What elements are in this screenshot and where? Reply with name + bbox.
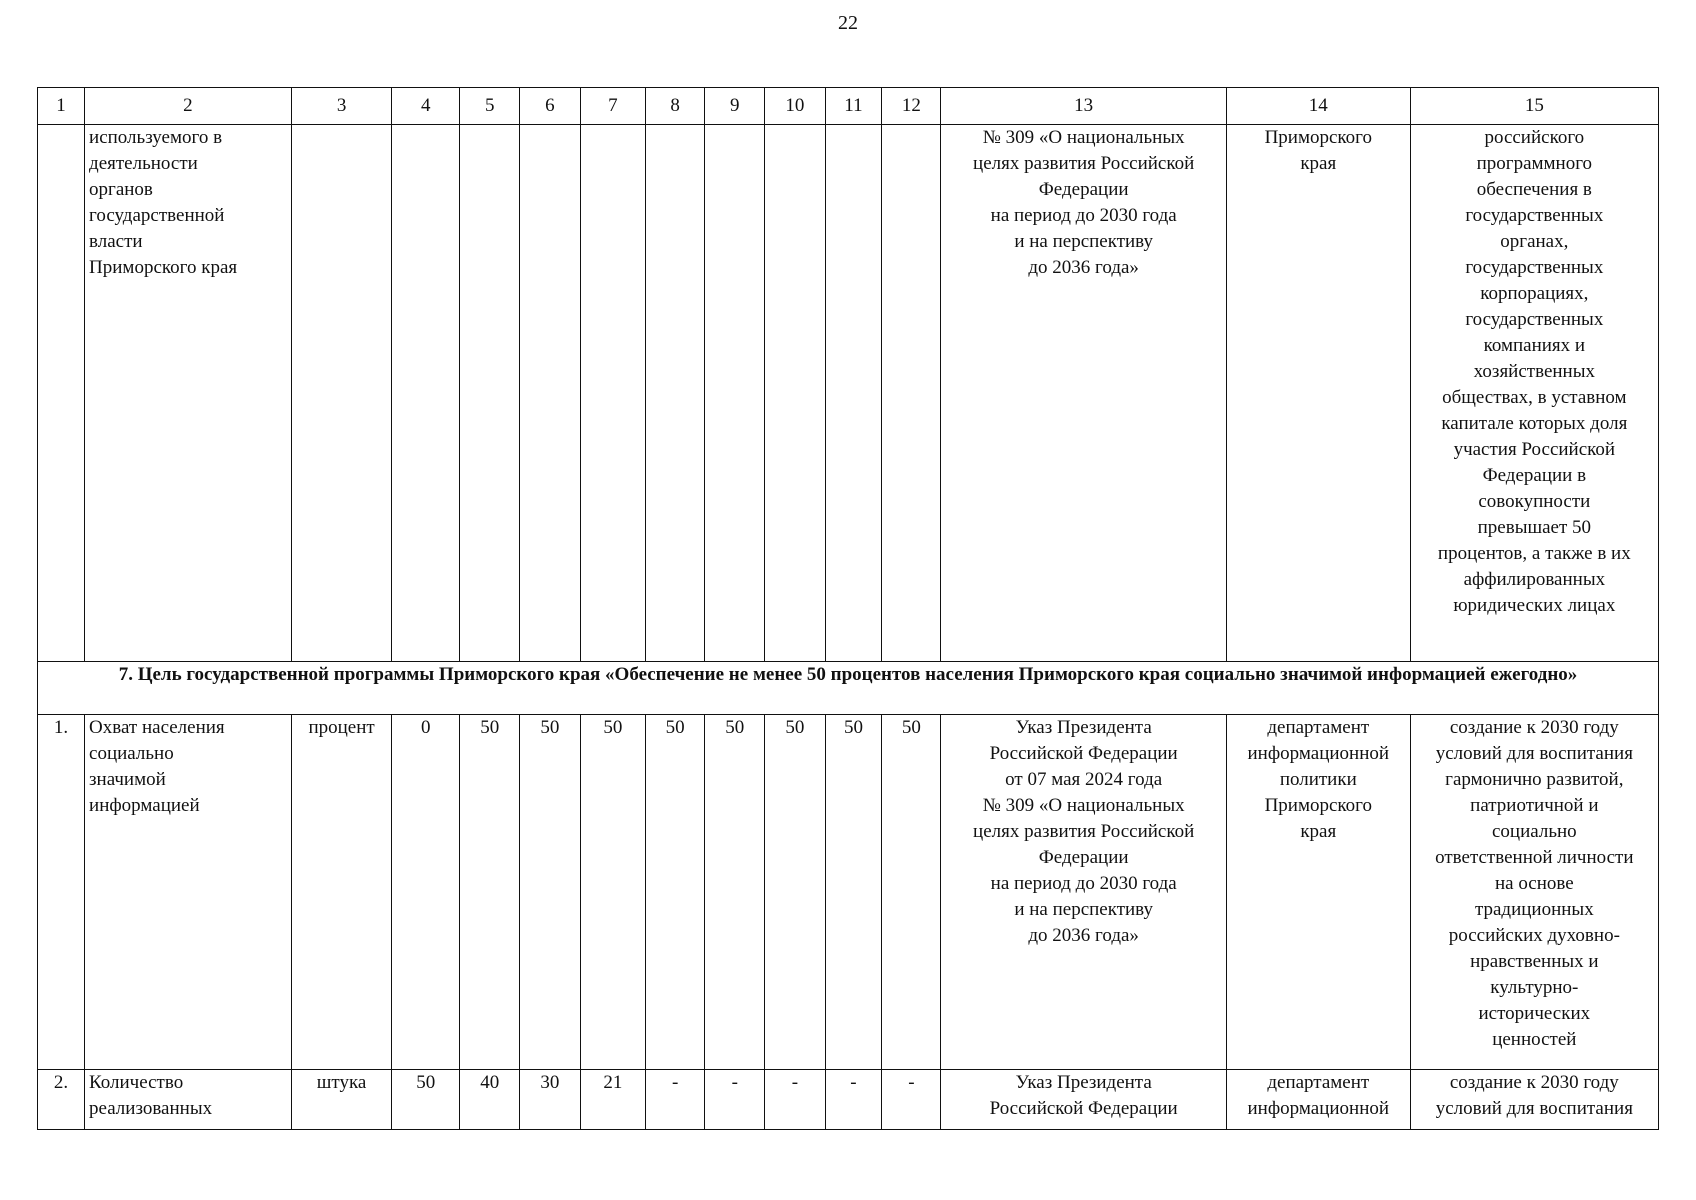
column-number: 5 bbox=[460, 88, 520, 125]
value-cell: 50 bbox=[825, 715, 882, 1070]
value-cell: 40 bbox=[460, 1070, 520, 1130]
row-number: 2. bbox=[38, 1070, 85, 1130]
basis-cell: Указ Президента Российской Федерации от 07 мая 2024 года № 309 «О национальных целях развития Российской Федерации на период до 2030 года и на перспективу до 2036 года» bbox=[941, 715, 1226, 1070]
column-number: 4 bbox=[392, 88, 460, 125]
value-cell: 50 bbox=[705, 715, 765, 1070]
indicator-name-cell: Количество реализованных bbox=[85, 1070, 292, 1130]
value-cell: 50 bbox=[392, 1070, 460, 1130]
value-cell: 50 bbox=[580, 715, 646, 1070]
value-cell: - bbox=[705, 1070, 765, 1130]
responsible-cell: департамент информационной bbox=[1226, 1070, 1410, 1130]
basis-cell: Указ Президента Российской Федерации bbox=[941, 1070, 1226, 1130]
column-number: 11 bbox=[825, 88, 882, 125]
table-row bbox=[38, 715, 1659, 1070]
column-number: 3 bbox=[291, 88, 392, 125]
column-number-row bbox=[38, 88, 1659, 125]
column-number: 10 bbox=[765, 88, 825, 125]
value-cell: 21 bbox=[580, 1070, 646, 1130]
column-number: 1 bbox=[38, 88, 85, 125]
value-cell: - bbox=[646, 1070, 705, 1130]
column-number: 9 bbox=[705, 88, 765, 125]
column-number: 7 bbox=[580, 88, 646, 125]
page-number: 22 bbox=[838, 12, 858, 34]
value-cell: 50 bbox=[646, 715, 705, 1070]
column-number: 14 bbox=[1226, 88, 1410, 125]
indicator-name-cell: используемого в деятельности органов государственной власти Приморского края bbox=[85, 125, 292, 662]
unit-cell: процент bbox=[291, 715, 392, 1070]
goal-link-cell: создание к 2030 году условий для воспитания гармонично развитой, патриотичной и социально ответственной личности на основе традиционных российских духовно- нравственных и культурно- исторических ценностей bbox=[1410, 715, 1658, 1070]
continuation-row bbox=[38, 125, 1659, 662]
value-cell: 50 bbox=[882, 715, 941, 1070]
goal-heading: 7. Цель государственной программы Приморского края «Обеспечение не менее 50 процентов населения Приморского края социально значимой информацией ежегодно» bbox=[38, 662, 1659, 715]
indicator-name-cell: Охват населения социально значимой информацией bbox=[85, 715, 292, 1070]
goal-link-cell: российского программного обеспечения в государственных органах, государственных корпорациях, государственных компаниях и хозяйственных обществах, в уставном капитале которых доля участия Российской Федерации в совокупности превышает 50 процентов, а также в их аффилированных юридических лицах bbox=[1410, 125, 1658, 662]
value-cell: 50 bbox=[460, 715, 520, 1070]
value-cell: 30 bbox=[520, 1070, 580, 1130]
column-number: 6 bbox=[520, 88, 580, 125]
value-cell: - bbox=[882, 1070, 941, 1130]
table-row bbox=[38, 1070, 1659, 1130]
column-number: 12 bbox=[882, 88, 941, 125]
value-cell: - bbox=[825, 1070, 882, 1130]
column-number: 13 bbox=[941, 88, 1226, 125]
indicators-table bbox=[37, 87, 1659, 1130]
basis-cell: № 309 «О национальных целях развития Российской Федерации на период до 2030 года и на перспективу до 2036 года» bbox=[941, 125, 1226, 662]
value-cell: - bbox=[765, 1070, 825, 1130]
column-number: 8 bbox=[646, 88, 705, 125]
unit-cell: штука bbox=[291, 1070, 392, 1130]
value-cell: 50 bbox=[765, 715, 825, 1070]
row-number: 1. bbox=[38, 715, 85, 1070]
goal-link-cell: создание к 2030 году условий для воспитания bbox=[1410, 1070, 1658, 1130]
column-number: 2 bbox=[85, 88, 292, 125]
responsible-cell: департамент информационной политики Приморского края bbox=[1226, 715, 1410, 1070]
goal-heading-row bbox=[38, 662, 1659, 715]
responsible-cell: Приморского края bbox=[1226, 125, 1410, 662]
value-cell: 0 bbox=[392, 715, 460, 1070]
column-number: 15 bbox=[1410, 88, 1658, 125]
value-cell: 50 bbox=[520, 715, 580, 1070]
